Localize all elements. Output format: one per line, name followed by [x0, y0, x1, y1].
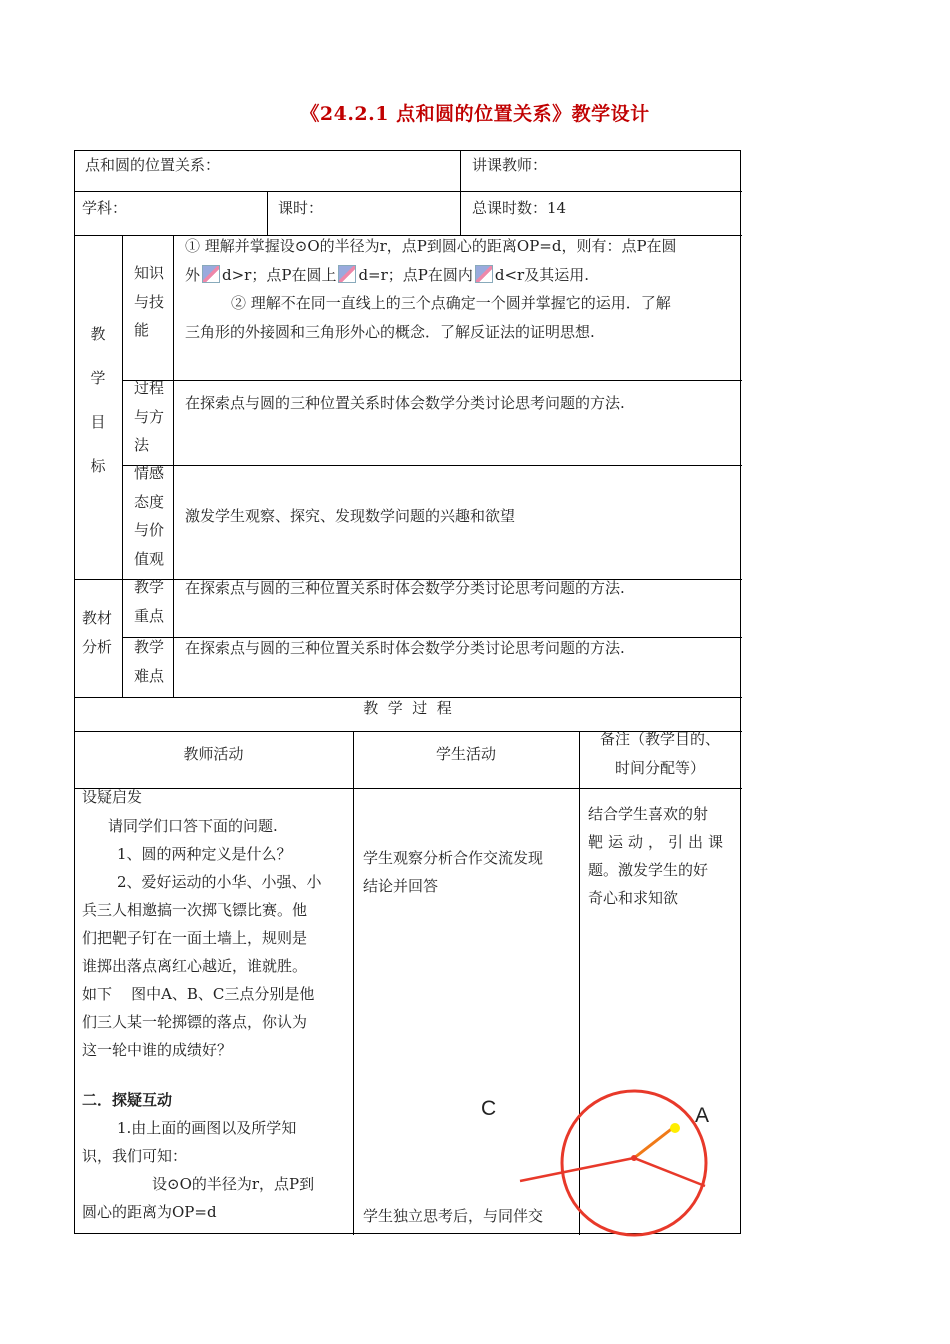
broken-image-icon: [202, 265, 220, 283]
teacher-line: 如下 图中A、B、C三点分别是他: [82, 985, 315, 1003]
student-line: 学生独立思考后，与同伴交: [363, 1207, 544, 1225]
difficulty-text: 在探索点与圆的三种位置关系时体会数学分类讨论思考问题的方法.: [185, 639, 625, 657]
teacher-line: 们三人某一轮掷镖的落点，你认为: [82, 1013, 308, 1031]
analysis-label: 教材 分析: [82, 609, 113, 656]
point-a-label: A: [695, 1104, 710, 1127]
process-text: 在探索点与圆的三种位置关系时体会数学分类讨论思考问题的方法.: [185, 394, 625, 412]
point-c-label: C: [481, 1097, 497, 1120]
section-heading-inspire: 设疑启发: [82, 788, 143, 806]
teacher-line: 这一轮中谁的成绩好？: [82, 1041, 233, 1059]
knowledge-label: 知识 与技 能: [134, 264, 165, 339]
key-point-label: 教学 重点: [134, 578, 165, 625]
teacher-line: 2、爱好运动的小华、小强、小: [117, 873, 322, 891]
process-label: 过程 与方 法: [134, 379, 165, 454]
emotion-label: 情感 态度 与价 值观: [134, 464, 165, 568]
student-line: 结论并回答: [363, 877, 439, 895]
notes-line: 结合学生喜欢的射: [588, 805, 709, 823]
period-label: 课时：: [278, 199, 324, 217]
teacher-line: 识，我们可知：: [82, 1147, 188, 1165]
total-hours-label: 总课时数：14: [472, 199, 567, 217]
document-title: 《24.2.1 点和圆的位置关系》教学设计: [300, 103, 650, 125]
teacher-line: 兵三人相邀搞一次掷飞镖比赛。他: [82, 901, 308, 919]
target-circle: [562, 1091, 706, 1235]
objectives-label: 教 学 目 标: [90, 325, 106, 475]
notes-line: 奇心和求知欲: [588, 889, 679, 907]
key-point-text: 在探索点与圆的三种位置关系时体会数学分类讨论思考问题的方法.: [185, 579, 625, 597]
center-point: [631, 1155, 637, 1161]
teacher-activity-header: 教师活动: [183, 745, 244, 763]
teacher-line: 们把靶子钉在一面土墙上，规则是: [82, 929, 308, 947]
notes-header: 备注（教学目的、 时间分配等）: [599, 730, 720, 777]
teacher-line: 设⊙O的半径为r，点P到: [152, 1175, 315, 1193]
teacher-line: 谁掷出落点离红心越近，谁就胜。: [82, 957, 308, 975]
difficulty-label: 教学 难点: [134, 638, 165, 685]
teacher-line: 请同学们口答下面的问题.: [108, 817, 278, 835]
process-section-header: 教 学 过 程: [363, 699, 452, 717]
teacher-line: 圆心的距离为OP=d: [82, 1203, 217, 1221]
broken-image-icon: [338, 265, 356, 283]
teacher-line: 1.由上面的画图以及所学知: [117, 1119, 297, 1137]
emotion-text: 激发学生观察、探究、发现数学问题的兴趣和欲望: [185, 507, 516, 525]
notes-line: 靶运动，引出课: [588, 833, 729, 851]
target-figure: [500, 1080, 740, 1240]
student-line: 学生观察分析合作交流发现: [363, 849, 544, 867]
diameter-line: [520, 1158, 634, 1181]
broken-image-icon: [475, 265, 493, 283]
point-a: [670, 1123, 680, 1133]
topic-label: 点和圆的位置关系：: [85, 156, 221, 174]
subject-label: 学科：: [82, 199, 128, 217]
student-activity-header: 学生活动: [435, 745, 496, 763]
teacher-line: 1、圆的两种定义是什么？: [117, 845, 292, 863]
radius-line: [634, 1127, 674, 1158]
teacher-label: 讲课教师：: [472, 156, 548, 174]
knowledge-text: ① 理解并掌握设⊙O的半径为r，点P到圆心的距离OP=d，则有：点P在圆 外 d>r；点P在圆上 d=r；点P在圆内 d<r及其运用. ② 理解不在同一直线上的三个点确定一个圆并掌握它的运用．了解 三角形的外接圆和三角形外心的概念．了解反证法的证明思想.: [185, 237, 677, 341]
section-heading-explore: 二．探疑互动: [82, 1091, 173, 1109]
notes-line: 题。激发学生的好: [588, 861, 709, 879]
chord-line: [634, 1158, 705, 1186]
